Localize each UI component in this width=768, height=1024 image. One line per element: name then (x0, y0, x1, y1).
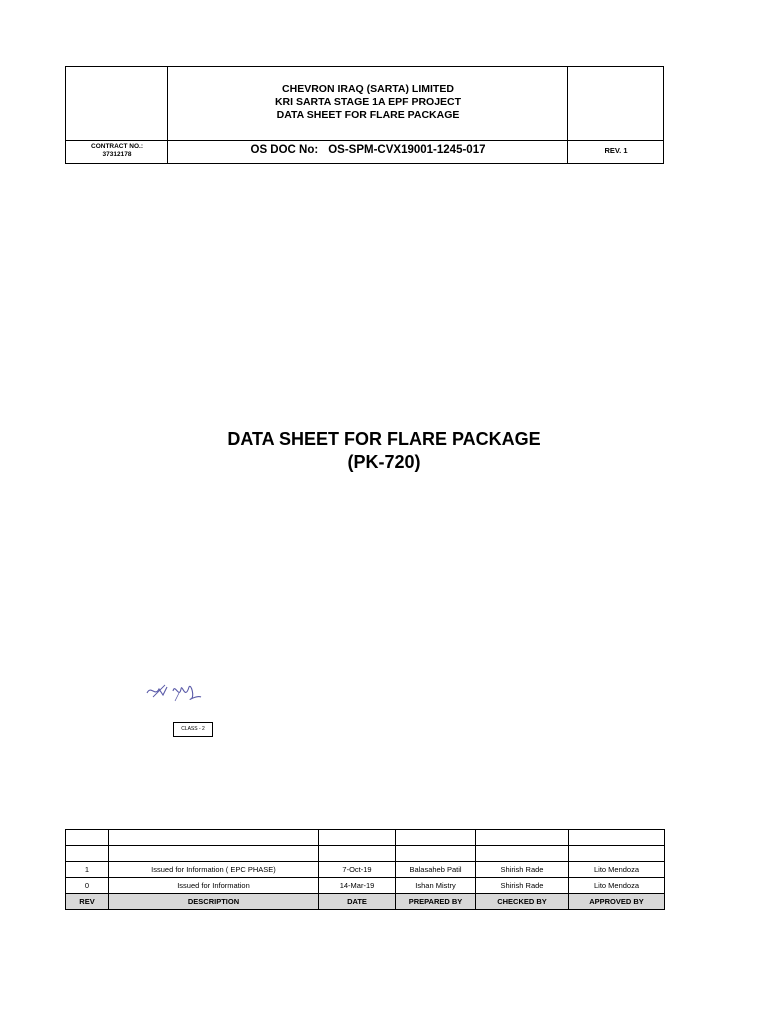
column-header: CHECKED BY (476, 894, 569, 910)
column-header: APPROVED BY (569, 894, 665, 910)
column-header: DESCRIPTION (109, 894, 319, 910)
table-cell: Lito Mendoza (569, 878, 665, 894)
table-cell: Shirish Rade (476, 862, 569, 878)
table-cell: Issued for Information (109, 878, 319, 894)
table-cell: Ishan Mistry (396, 878, 476, 894)
contract-label: CONTRACT NO.: (91, 143, 143, 150)
table-row (66, 862, 665, 878)
table-cell: Shirish Rade (476, 878, 569, 894)
column-header: REV (66, 894, 109, 910)
table-cell: Balasaheb Patil (396, 862, 476, 878)
contract-number: 37312178 (102, 151, 132, 158)
table-row-blank (66, 830, 665, 846)
table-row-blank (66, 846, 665, 862)
os-doc-block (168, 144, 568, 156)
table-cell: 0 (66, 878, 109, 894)
revision-table (65, 829, 665, 910)
document-subject: DATA SHEET FOR FLARE PACKAGE (276, 109, 460, 121)
table-cell: 14-Mar-19 (319, 878, 396, 894)
company-name: CHEVRON IRAQ (SARTA) LIMITED (282, 83, 454, 95)
project-name: KRI SARTA STAGE 1A EPF PROJECT (274, 96, 462, 108)
signature-initials (145, 677, 207, 707)
company-block (168, 83, 568, 122)
table-header-row (66, 894, 665, 910)
header-divider (66, 140, 663, 141)
revision-label: REV. 1 (604, 146, 628, 155)
page-title (0, 428, 768, 474)
table-cell: Issued for Information ( EPC PHASE) (109, 862, 319, 878)
title-line-1: DATA SHEET FOR FLARE PACKAGE (227, 429, 541, 449)
os-doc-label: OS DOC No: (250, 144, 319, 156)
contract-block (66, 143, 168, 159)
table-cell: 7-Oct-19 (319, 862, 396, 878)
column-header: DATE (319, 894, 396, 910)
table-cell: 1 (66, 862, 109, 878)
table-row (66, 878, 665, 894)
class-label: CLASS - 2 (173, 722, 213, 737)
table-cell: Lito Mendoza (569, 862, 665, 878)
document-header (65, 66, 664, 164)
column-header: PREPARED BY (396, 894, 476, 910)
os-doc-number: OS-SPM-CVX19001-1245-017 (328, 144, 486, 156)
title-line-2: (PK-720) (347, 452, 421, 472)
